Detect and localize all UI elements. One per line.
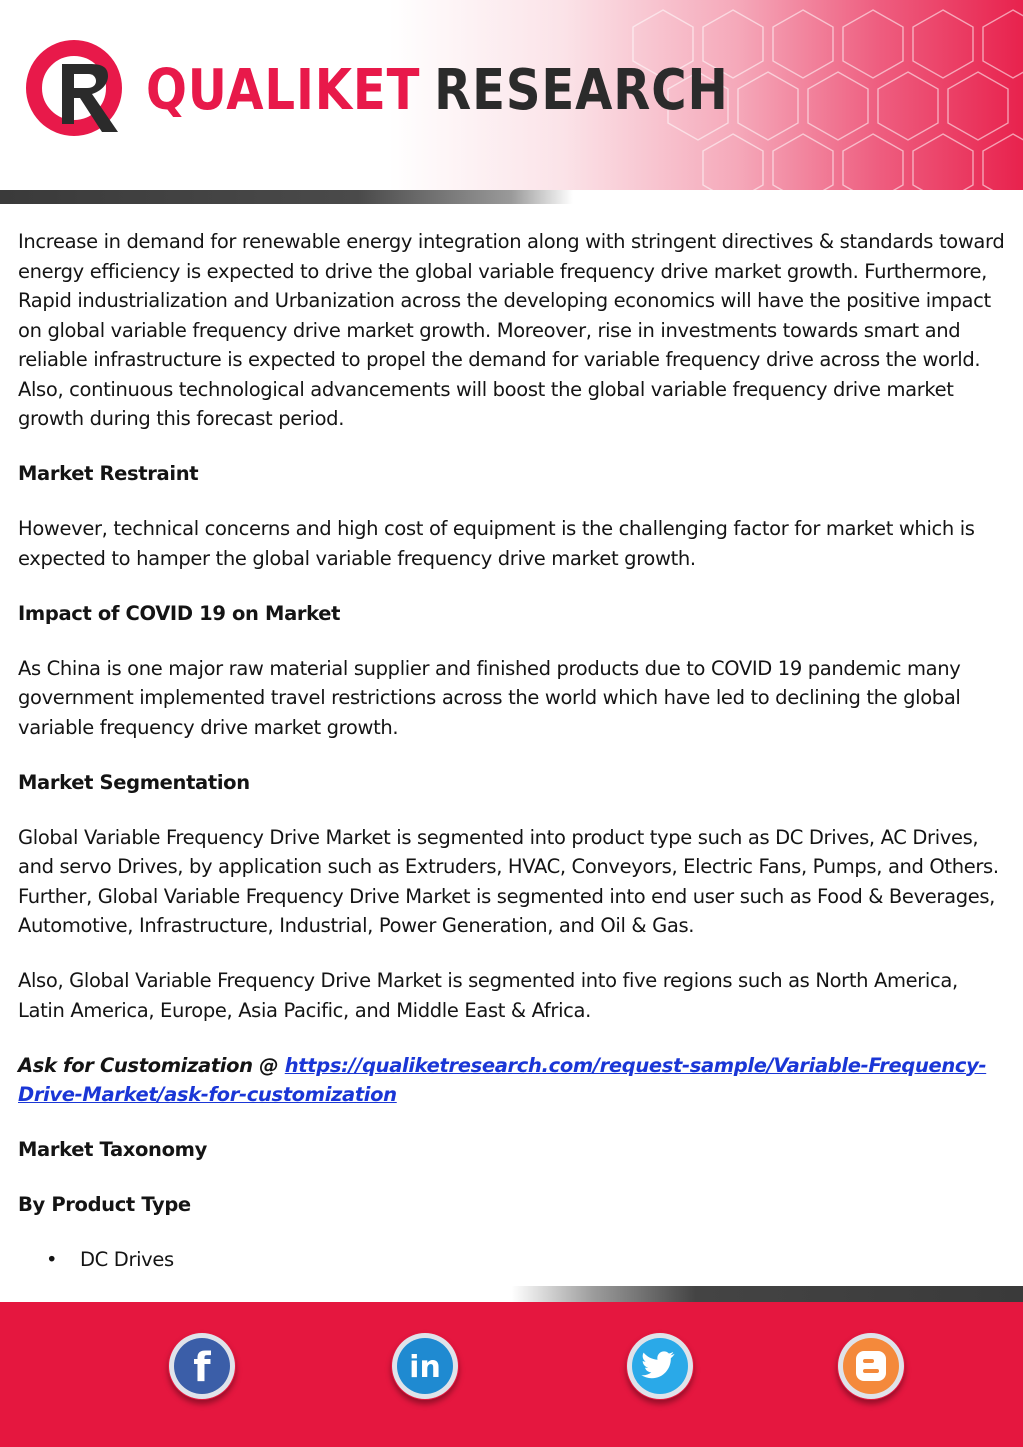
customization-link[interactable]: https://qualiketresearch.com/request-sample/Variable-Frequency-Drive-Market/ask-for-customization (18, 1053, 987, 1106)
brand-name (146, 56, 729, 126)
facebook-glyph: f (193, 1345, 211, 1391)
customization-callout (18, 1051, 1010, 1110)
facebook-icon[interactable] (168, 1332, 236, 1400)
qr-logo-icon (22, 36, 134, 148)
brand-name-part2: RESEARCH (434, 58, 729, 123)
page-header (0, 0, 1023, 190)
bullet-icon: • (46, 1248, 58, 1271)
linkedin-icon[interactable] (391, 1332, 459, 1400)
brand-name-part1: QUALIKET (146, 58, 421, 123)
segmentation-paragraph: Global Variable Frequency Drive Market is segmented into product type such as DC Drives, AC Drives, and servo Drives, by application such as Extruders, HVAC, Conveyors, Electric Fans, Pumps, and Others. Further, Global Variable Frequency Drive Market is segmented into end user such as Food & Beverages, Automotive, Infrastructure, Industrial, Power Generation, and Oil & Gas. (18, 825, 999, 937)
intro-paragraph: Increase in demand for renewable energy integration along with stringent directives & standards toward energy efficiency is expected to drive the global variable frequency drive market growth. Furthermore, Rapid industrialization and Urbanization across the developing economics will have the positive impact on global variable frequency drive market growth. Moreover, rise in investments towards smart and reliable infrastructure is expected to propel the demand for variable frequency drive across the world. Also, continuous technological advancements will boost the global variable frequency drive market growth during this forecast period. (18, 230, 1005, 430)
header-divider (0, 190, 1023, 204)
document-body (18, 227, 1010, 1275)
list-item-label: DC Drives (80, 1248, 174, 1271)
covid-paragraph: As China is one major raw material supplier and finished products due to COVID 19 pandemic many government implemented travel restrictions across the world which have led to declining the global variable frequency drive market growth. (18, 656, 961, 739)
linkedin-glyph: in (409, 1350, 441, 1385)
heading-market-restraint: Market Restraint (18, 462, 199, 485)
restraint-paragraph: However, technical concerns and high cost of equipment is the challenging factor for market which is expected to hamper the global variable frequency drive market growth. (18, 517, 975, 570)
product-type-list (18, 1245, 1010, 1275)
heading-market-taxonomy: Market Taxonomy (18, 1138, 207, 1161)
list-item (18, 1245, 1010, 1275)
customization-label: Ask for Customization @ (18, 1053, 285, 1077)
twitter-icon[interactable] (626, 1332, 694, 1400)
regions-paragraph: Also, Global Variable Frequency Drive Market is segmented into five regions such as North America, Latin America, Europe, Asia Pacific, and Middle East & Africa. (18, 969, 958, 1022)
blogger-icon[interactable] (837, 1332, 905, 1400)
page-footer (0, 1302, 1023, 1447)
footer-divider (0, 1286, 1023, 1302)
heading-covid-impact: Impact of COVID 19 on Market (18, 601, 341, 625)
heading-market-segmentation: Market Segmentation (18, 770, 250, 794)
heading-by-product-type: By Product Type (18, 1193, 191, 1216)
